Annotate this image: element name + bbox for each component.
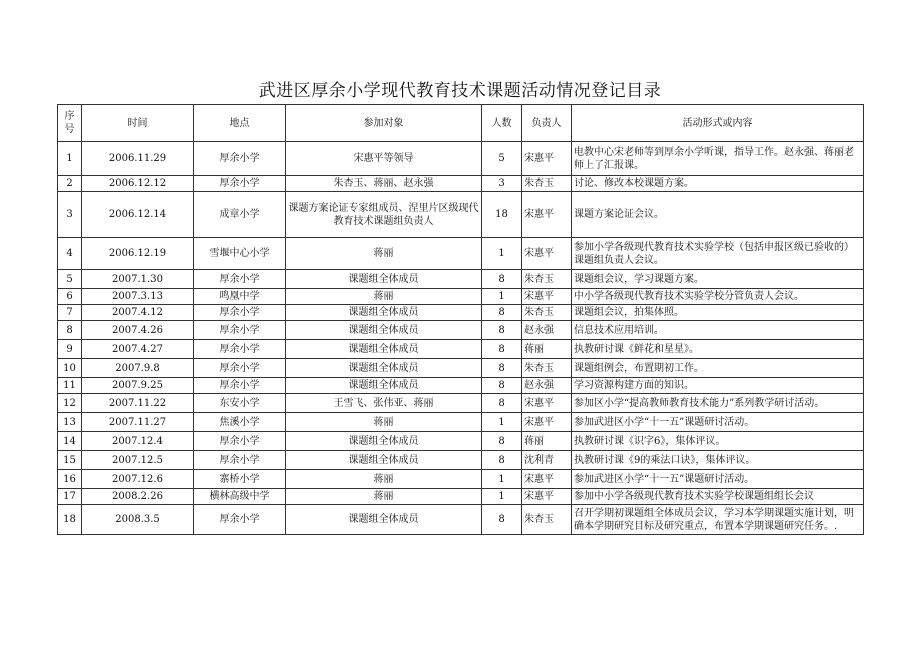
cell-time: 2008.3.5 — [82, 505, 194, 535]
cell-seq: 6 — [58, 289, 82, 305]
cell-leader: 宋惠平 — [522, 413, 572, 432]
cell-place: 厚余小学 — [194, 359, 286, 378]
cell-time: 2006.12.19 — [82, 238, 194, 270]
cell-time: 2007.12.4 — [82, 432, 194, 451]
table-row — [58, 432, 864, 451]
cell-place: 成章小学 — [194, 192, 286, 238]
cell-place: 厚余小学 — [194, 432, 286, 451]
cell-content: 信息技术应用培训。 — [572, 321, 864, 340]
table-body — [58, 142, 864, 535]
cell-participants: 朱杏玉、蒋丽、赵永强 — [286, 176, 482, 192]
cell-place: 寨桥小学 — [194, 470, 286, 489]
table-row — [58, 176, 864, 192]
cell-leader: 蒋丽 — [522, 340, 572, 359]
cell-content: 中小学各级现代教育技术实验学校分管负责人会议。 — [572, 289, 864, 305]
cell-place: 焦溪小学 — [194, 413, 286, 432]
cell-count: 8 — [482, 270, 522, 289]
cell-participants: 课题组全体成员 — [286, 378, 482, 394]
cell-content: 参加中小学各级现代教育技术实验学校课题组组长会议 — [572, 489, 864, 505]
header-count: 人数 — [482, 105, 522, 142]
cell-participants: 课题组全体成员 — [286, 451, 482, 470]
cell-count: 8 — [482, 432, 522, 451]
cell-leader: 蒋丽 — [522, 432, 572, 451]
cell-content: 课题方案论证会议。 — [572, 192, 864, 238]
cell-seq: 10 — [58, 359, 82, 378]
cell-count: 8 — [482, 505, 522, 535]
cell-time: 2006.12.12 — [82, 176, 194, 192]
header-leader: 负责人 — [522, 105, 572, 142]
cell-seq: 16 — [58, 470, 82, 489]
cell-leader: 朱杏玉 — [522, 176, 572, 192]
table-row — [58, 321, 864, 340]
cell-count: 8 — [482, 359, 522, 378]
header-seq: 序号 — [58, 105, 82, 142]
cell-seq: 8 — [58, 321, 82, 340]
table-row — [58, 451, 864, 470]
cell-participants: 课题组全体成员 — [286, 321, 482, 340]
table-row — [58, 489, 864, 505]
cell-content: 执教研讨课《9的乘法口诀》，集体评议。 — [572, 451, 864, 470]
cell-count: 1 — [482, 489, 522, 505]
cell-leader: 赵永强 — [522, 321, 572, 340]
cell-time: 2008.2.26 — [82, 489, 194, 505]
cell-count: 8 — [482, 340, 522, 359]
cell-place: 横林高级中学 — [194, 489, 286, 505]
cell-count: 8 — [482, 378, 522, 394]
cell-count: 1 — [482, 413, 522, 432]
cell-leader: 沈利青 — [522, 451, 572, 470]
cell-count: 1 — [482, 289, 522, 305]
cell-leader: 宋惠平 — [522, 192, 572, 238]
cell-seq: 15 — [58, 451, 82, 470]
cell-participants: 课题组全体成员 — [286, 340, 482, 359]
cell-content: 参加武进区小学“十一五”课题研讨活动。 — [572, 470, 864, 489]
cell-leader: 宋惠平 — [522, 238, 572, 270]
cell-content: 参加武进区小学“十一五”课题研讨活动。 — [572, 413, 864, 432]
cell-leader: 宋惠平 — [522, 489, 572, 505]
cell-seq: 13 — [58, 413, 82, 432]
cell-place: 厚余小学 — [194, 321, 286, 340]
cell-place: 厚余小学 — [194, 451, 286, 470]
cell-content: 执教研讨课《识字6》，集体评议。 — [572, 432, 864, 451]
cell-seq: 2 — [58, 176, 82, 192]
cell-count: 8 — [482, 321, 522, 340]
cell-time: 2006.12.14 — [82, 192, 194, 238]
cell-count: 8 — [482, 305, 522, 321]
table-row — [58, 505, 864, 535]
cell-participants: 蒋丽 — [286, 289, 482, 305]
cell-leader: 朱杏玉 — [522, 359, 572, 378]
cell-leader: 朱杏玉 — [522, 270, 572, 289]
table-row — [58, 470, 864, 489]
cell-time: 2006.11.29 — [82, 142, 194, 176]
cell-content: 参加区小学“提高教师教育技术能力”系列教学研讨活动。 — [572, 394, 864, 413]
cell-content: 课题组例会，布置期初工作。 — [572, 359, 864, 378]
cell-count: 3 — [482, 176, 522, 192]
cell-content: 参加小学各级现代教育技术实验学校（包括申报区级已验收的）课题组负责人会议。 — [572, 238, 864, 270]
header-place: 地点 — [194, 105, 286, 142]
cell-seq: 9 — [58, 340, 82, 359]
cell-seq: 7 — [58, 305, 82, 321]
cell-time: 2007.4.26 — [82, 321, 194, 340]
cell-participants: 蒋丽 — [286, 238, 482, 270]
cell-count: 5 — [482, 142, 522, 176]
cell-place: 厚余小学 — [194, 340, 286, 359]
document-title: 武进区厚余小学现代教育技术课题活动情况登记目录 — [258, 81, 662, 101]
cell-place: 厚余小学 — [194, 176, 286, 192]
header-participants: 参加对象 — [286, 105, 482, 142]
cell-time: 2007.11.22 — [82, 394, 194, 413]
table-row — [58, 238, 864, 270]
cell-time: 2007.4.12 — [82, 305, 194, 321]
table-row — [58, 340, 864, 359]
cell-place: 厚余小学 — [194, 142, 286, 176]
cell-participants: 课题方案论证专家组成员、涅里片区级现代教育技术课题组负责人 — [286, 192, 482, 238]
cell-place: 厚余小学 — [194, 305, 286, 321]
table-row — [58, 289, 864, 305]
table-row — [58, 359, 864, 378]
cell-time: 2007.1.30 — [82, 270, 194, 289]
cell-count: 1 — [482, 470, 522, 489]
cell-time: 2007.12.5 — [82, 451, 194, 470]
cell-time: 2007.9.25 — [82, 378, 194, 394]
cell-place: 鸣凰中学 — [194, 289, 286, 305]
cell-count: 8 — [482, 394, 522, 413]
cell-place: 厚余小学 — [194, 378, 286, 394]
cell-content: 讨论、修改本校课题方案。 — [572, 176, 864, 192]
cell-participants: 蒋丽 — [286, 413, 482, 432]
cell-content: 召开学期初课题组全体成员会议，学习本学期课题实施计划，明确本学期研究目标及研究重点，布置本学期课题研究任务。. — [572, 505, 864, 535]
cell-seq: 18 — [58, 505, 82, 535]
cell-place: 东安小学 — [194, 394, 286, 413]
table-row — [58, 394, 864, 413]
cell-time: 2007.12.6 — [82, 470, 194, 489]
cell-leader: 宋惠平 — [522, 394, 572, 413]
header-time: 时间 — [82, 105, 194, 142]
cell-content: 课题组会议，学习课题方案。 — [572, 270, 864, 289]
cell-leader: 赵永强 — [522, 378, 572, 394]
table-row — [58, 413, 864, 432]
table-row — [58, 270, 864, 289]
activity-table — [57, 104, 864, 535]
cell-content: 电教中心宋老师等到厚余小学听课，指导工作。赵永强、蒋丽老师上了汇报课。 — [572, 142, 864, 176]
cell-seq: 3 — [58, 192, 82, 238]
cell-seq: 12 — [58, 394, 82, 413]
cell-leader: 宋惠平 — [522, 142, 572, 176]
cell-time: 2007.11.27 — [82, 413, 194, 432]
table-row — [58, 142, 864, 176]
cell-time: 2007.9.8 — [82, 359, 194, 378]
cell-seq: 5 — [58, 270, 82, 289]
cell-seq: 17 — [58, 489, 82, 505]
cell-content: 课题组会议，拍集体照。 — [572, 305, 864, 321]
cell-participants: 课题组全体成员 — [286, 270, 482, 289]
cell-time: 2007.3.13 — [82, 289, 194, 305]
cell-leader: 朱杏玉 — [522, 305, 572, 321]
cell-content: 学习资源构建方面的知识。 — [572, 378, 864, 394]
table-row — [58, 305, 864, 321]
cell-leader: 宋惠平 — [522, 289, 572, 305]
cell-place: 厚余小学 — [194, 505, 286, 535]
cell-participants: 蒋丽 — [286, 489, 482, 505]
cell-leader: 宋惠平 — [522, 470, 572, 489]
cell-time: 2007.4.27 — [82, 340, 194, 359]
cell-seq: 14 — [58, 432, 82, 451]
cell-participants: 宋惠平等领导 — [286, 142, 482, 176]
cell-participants: 课题组全体成员 — [286, 305, 482, 321]
cell-participants: 课题组全体成员 — [286, 505, 482, 535]
cell-seq: 4 — [58, 238, 82, 270]
table-row — [58, 192, 864, 238]
cell-count: 18 — [482, 192, 522, 238]
cell-place: 厚余小学 — [194, 270, 286, 289]
cell-participants: 蒋丽 — [286, 470, 482, 489]
header-content: 活动形式或内容 — [572, 105, 864, 142]
cell-participants: 课题组全体成员 — [286, 432, 482, 451]
cell-participants: 王雪飞、张伟亚、蒋丽 — [286, 394, 482, 413]
cell-seq: 1 — [58, 142, 82, 176]
header-row — [58, 105, 864, 142]
cell-content: 执教研讨课《鲜花和星星》。 — [572, 340, 864, 359]
cell-count: 1 — [482, 238, 522, 270]
cell-place: 雪堰中心小学 — [194, 238, 286, 270]
cell-seq: 11 — [58, 378, 82, 394]
table-row — [58, 378, 864, 394]
cell-count: 8 — [482, 451, 522, 470]
cell-participants: 课题组全体成员 — [286, 359, 482, 378]
cell-leader: 朱杏玉 — [522, 505, 572, 535]
